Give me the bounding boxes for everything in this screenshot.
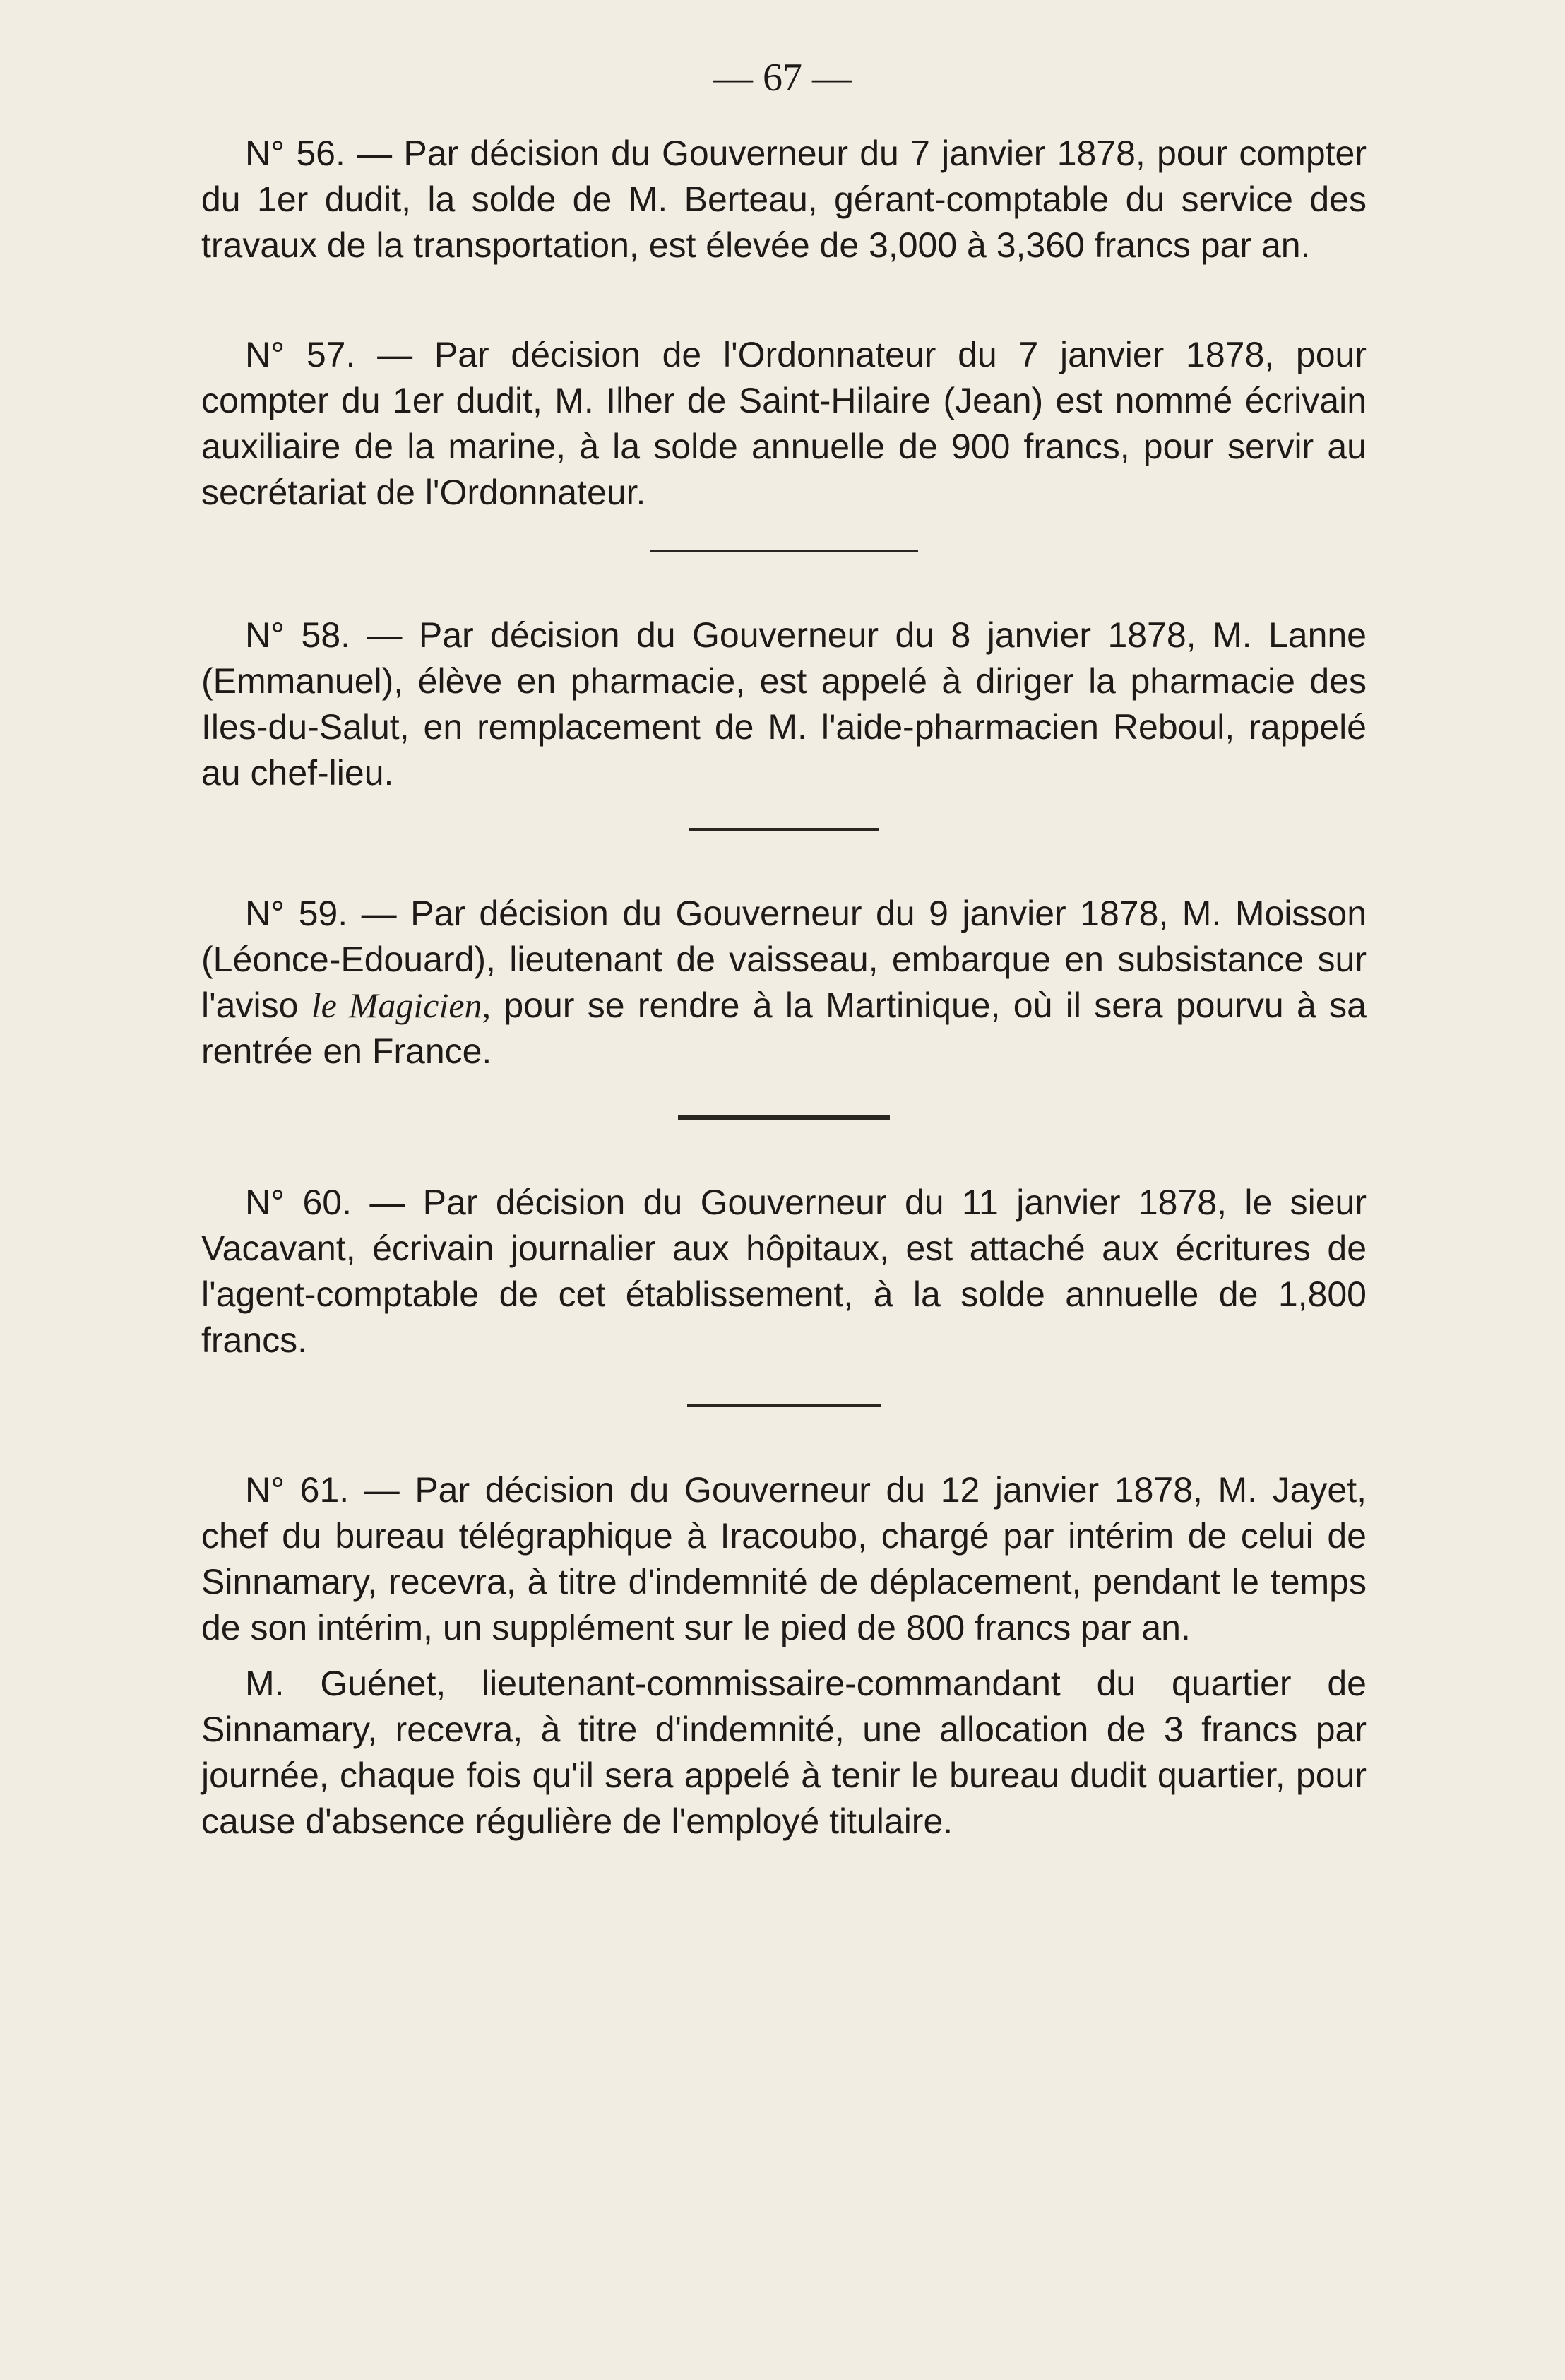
entry-61-continuation: M. Guénet, lieutenant-commissaire-commandant du quartier de Sinnamary, recevra, à titre d'indemnité, une allocation de 3 francs par journée, chaque fois qu'il sera appelé à tenir le bureau dudit quartier, pour cause d'absence régulière de l'employé titulaire. <box>201 1664 1367 1841</box>
entry-60: N° 60. — Par décision du Gouverneur du 11 janvier 1878, le sieur Vacavant, écrivain journalier aux hôpitaux, est attaché aux écritures de l'agent-comptable de cet établissement, à la solde annuelle de 1,800 francs. <box>201 1183 1367 1360</box>
entry-59 <box>201 891 1367 1074</box>
spacer <box>201 1651 1367 1661</box>
separator-rule <box>678 1115 890 1120</box>
ship-name: le Magicien, <box>311 985 492 1025</box>
entry-56: N° 56. — Par décision du Gouverneur du 7 janvier 1878, pour compter du 1er dudit, la solde de M. Berteau, gérant-comptable du service des travaux de la transportation, est élevée de 3,000 à 3,360 francs par an. <box>201 134 1367 265</box>
entry-59-text-before: N° 59. — Par décision du Gouverneur du 9 janvier 1878, M. Moisson (Léonce-Edouard), lieutenant de vaisseau, embarque en subsistance sur l'aviso <box>201 894 1367 1025</box>
separator-rule <box>650 550 918 552</box>
separator-rule <box>689 828 879 831</box>
document-body <box>201 131 1367 1845</box>
page-number: — 67 — <box>713 56 852 100</box>
entry-61: N° 61. — Par décision du Gouverneur du 12 janvier 1878, M. Jayet, chef du bureau télégraphique à Iracoubo, chargé par intérim de celui de Sinnamary, recevra, à titre d'indemnité de déplacement, pendant le temps de son intérim, un supplément sur le pied de 800 francs par an. <box>201 1470 1367 1647</box>
entry-59-text-after: pour se rendre à la Martinique, où il sera pourvu à sa rentrée en France. <box>201 985 1367 1071</box>
separator-rule <box>687 1404 881 1407</box>
entry-58: N° 58. — Par décision du Gouverneur du 8 janvier 1878, M. Lanne (Emmanuel), élève en pharmacie, est appelé à diriger la pharmacie des Iles-du-Salut, en remplacement de M. l'aide-pharmacien Reboul, rappelé au chef-lieu. <box>201 615 1367 793</box>
spacer <box>201 268 1367 332</box>
entry-57: N° 57. — Par décision de l'Ordonnateur du 7 janvier 1878, pour compter du 1er dudit, M. Ilher de Saint-Hilaire (Jean) est nommé écrivain auxiliaire de la marine, à la solde annuelle de 900 francs, pour servir au secrétariat de l'Ordonnateur. <box>201 335 1367 512</box>
